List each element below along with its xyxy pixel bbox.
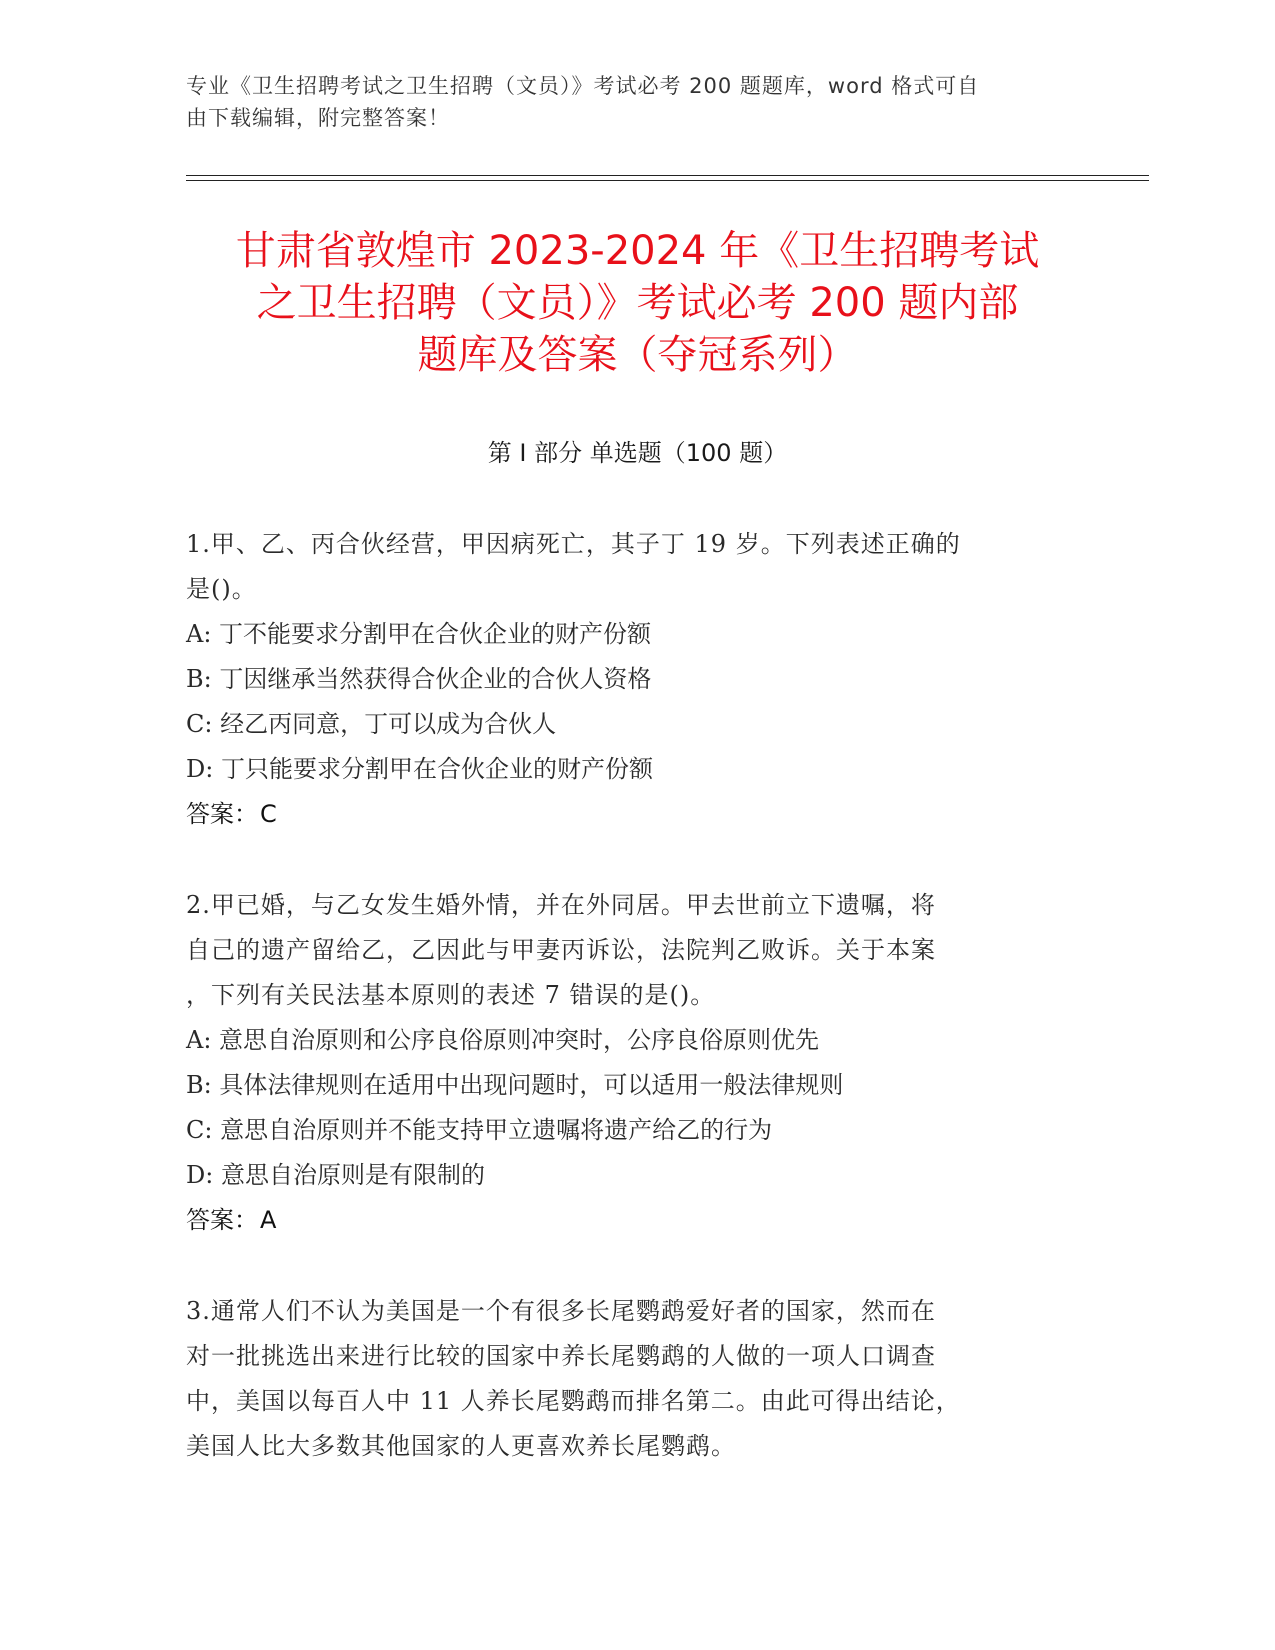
question-list: [186, 522, 1066, 1515]
question-stem-line: 1.甲、乙、丙合伙经营，甲因病死亡，其子丁 19 岁。下列表述正确的: [186, 530, 961, 558]
answer-value: A: [260, 1206, 277, 1234]
question-stem-line: 美国人比大多数其他国家的人更喜欢养长尾鹦鹉。: [186, 1432, 736, 1460]
option-a: A: 意思自治原则和公序良俗原则冲突时，公序良俗原则优先: [186, 1026, 820, 1054]
question-stem-line: 2.甲已婚，与乙女发生婚外情，并在外同居。甲去世前立下遗嘱，将: [186, 891, 936, 919]
answer-value: C: [260, 800, 277, 828]
title-line-1: 甘肃省敦煌市 2023-2024 年《卫生招聘考试: [235, 228, 1040, 274]
answer-line: [186, 792, 1066, 837]
answer-line: [186, 1198, 1066, 1243]
question-stem-line: 中，美国以每百人中 11 人养长尾鹦鹉而排名第二。由此可得出结论，: [186, 1387, 961, 1415]
question-3: [186, 1289, 1066, 1469]
option-b: B: 具体法律规则在适用中出现问题时，可以适用一般法律规则: [186, 1071, 844, 1099]
answer-label: 答案：: [186, 1206, 258, 1234]
question-stem-line: 3.通常人们不认为美国是一个有很多长尾鹦鹉爱好者的国家，然而在: [186, 1297, 936, 1325]
question-stem-line: 是()。: [186, 575, 257, 603]
answer-label: 答案：: [186, 800, 258, 828]
question-stem-line: 对一批挑选出来进行比较的国家中养长尾鹦鹉的人做的一项人口调查: [186, 1342, 936, 1370]
question-stem-line: 自己的遗产留给乙，乙因此与甲妻丙诉讼，法院判乙败诉。关于本案: [186, 936, 936, 964]
section-title: 第 I 部分 单选题（100 题）: [487, 439, 788, 467]
question-1: [186, 522, 1066, 837]
header-divider-top: [186, 175, 1149, 176]
document-title: [160, 225, 1115, 381]
document-intro: [186, 70, 1066, 134]
question-2: [186, 883, 1066, 1243]
option-b: B: 丁因继承当然获得合伙企业的合伙人资格: [186, 665, 652, 693]
title-line-2: 之卫生招聘（文员）》考试必考 200 题内部: [256, 280, 1019, 326]
option-d: D: 丁只能要求分割甲在合伙企业的财产份额: [186, 755, 653, 783]
question-stem-line: ，下列有关民法基本原则的表述 7 错误的是()。: [186, 981, 716, 1009]
title-line-3: 题库及答案（夺冠系列）: [417, 332, 858, 378]
option-a: A: 丁不能要求分割甲在合伙企业的财产份额: [186, 620, 652, 648]
option-d: D: 意思自治原则是有限制的: [186, 1161, 485, 1189]
header-divider-bottom: [186, 180, 1149, 181]
option-c: C: 经乙丙同意，丁可以成为合伙人: [186, 710, 557, 738]
intro-line-2: 由下载编辑，附完整答案！: [186, 106, 450, 130]
intro-line-1: 专业《卫生招聘考试之卫生招聘（文员）》考试必考 200 题题库，word 格式可自: [186, 74, 980, 98]
option-c: C: 意思自治原则并不能支持甲立遗嘱将遗产给乙的行为: [186, 1116, 773, 1144]
